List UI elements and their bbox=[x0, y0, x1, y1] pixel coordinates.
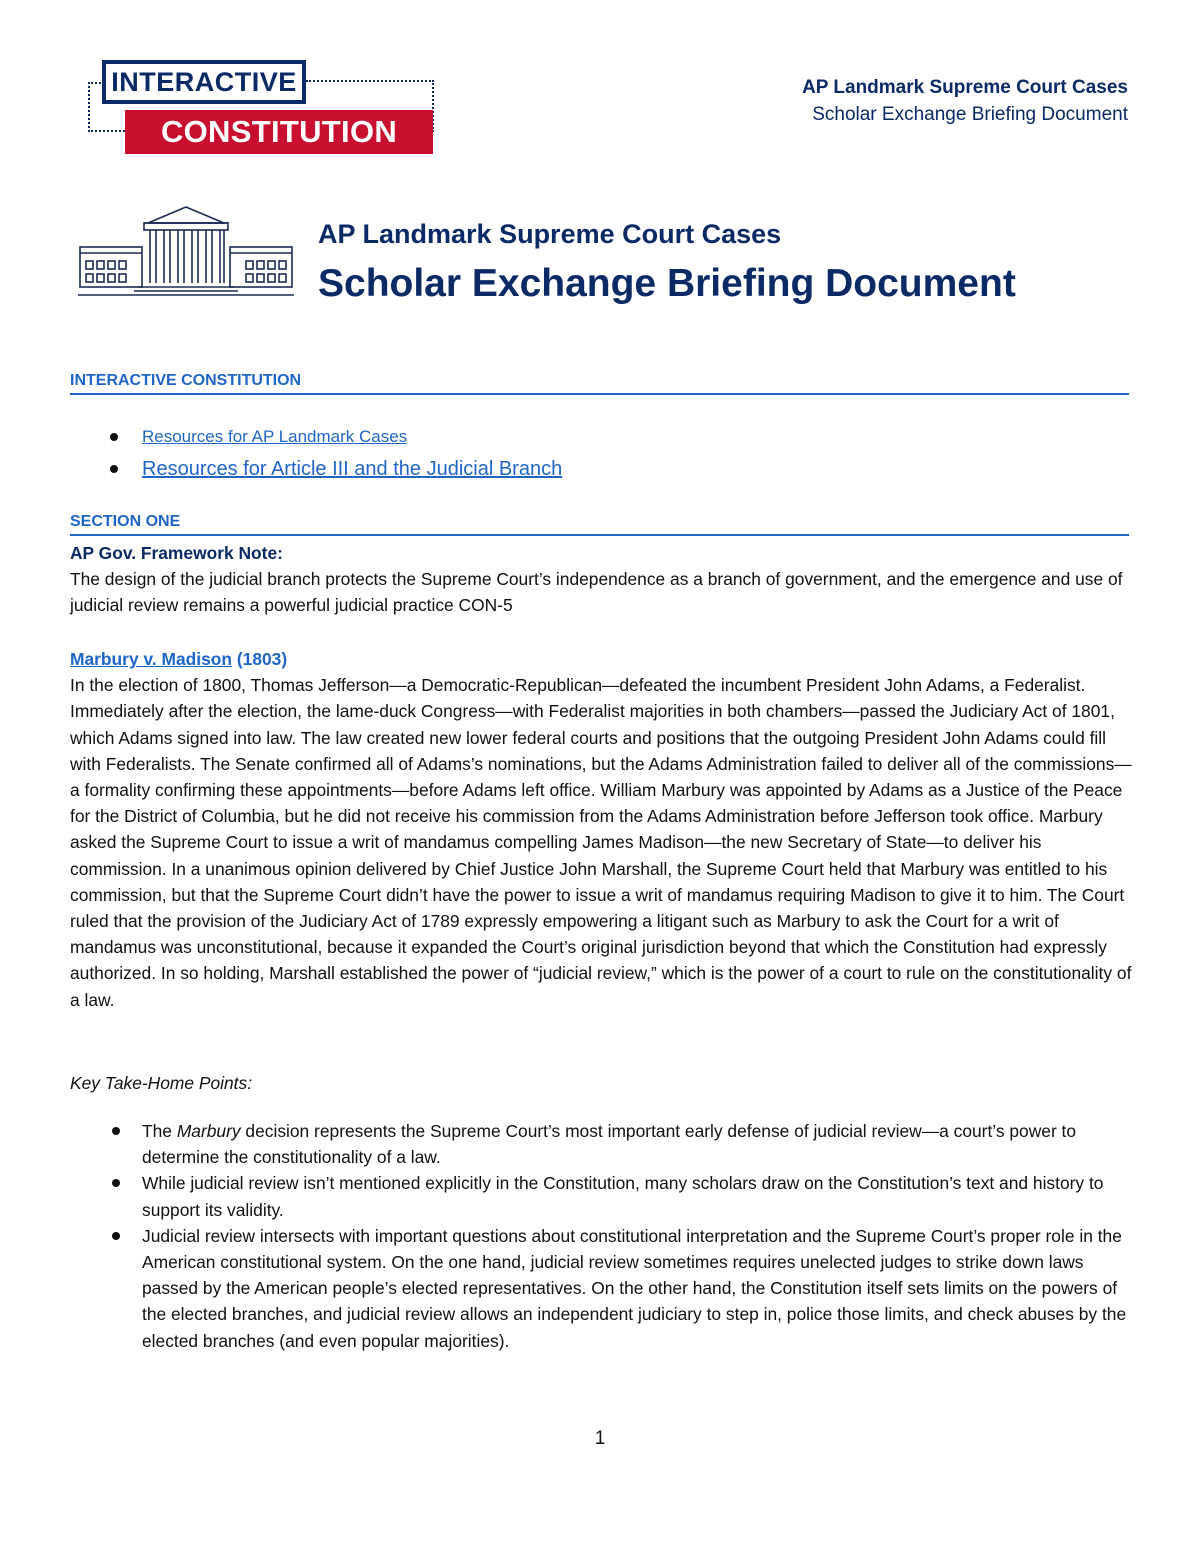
page-number: 1 bbox=[594, 1428, 606, 1449]
running-header bbox=[802, 74, 1128, 128]
document-subtitle: AP Landmark Supreme Court Cases bbox=[318, 219, 782, 249]
framework-note-title: AP Gov. Framework Note: bbox=[70, 543, 283, 563]
key-point-text: The bbox=[142, 1121, 177, 1141]
key-point: Judicial review intersects with important questions about constitutional interpretation and the Supreme Court’s proper role in the American constitutional system. On the one hand, judicial review sometimes requires unelected judges to strike down laws passed by the American people’s elected representatives. On the other hand, the Constitution itself sets limits on the powers of the elected branches, and judicial review allows an independent judiciary to step in, police those limits, and check abuses by the elected branches (and even popular majorities). bbox=[70, 1223, 1132, 1354]
framework-note-text: The design of the judicial branch protects the Supreme Court’s independence as a branch of government, and the emergence and use of judicial review remains a powerful judicial practice CON-5 bbox=[70, 569, 1123, 616]
logo-dotted-line bbox=[306, 80, 434, 82]
case-heading bbox=[70, 646, 1132, 672]
supreme-court-building-icon bbox=[78, 203, 294, 299]
framework-note bbox=[70, 540, 1132, 619]
key-point-text: decision represents the Supreme Court’s most important early defense of judicial review—a court’s power to determine the constitutionality of a law. bbox=[142, 1121, 1077, 1168]
case-link-marbury[interactable]: Marbury v. Madison bbox=[70, 649, 233, 669]
logo-dotted-line bbox=[88, 130, 125, 132]
document-title: Scholar Exchange Briefing Document bbox=[318, 262, 1016, 305]
section-one-heading: SECTION ONE bbox=[70, 513, 1129, 536]
logo-top-word: INTERACTIVE bbox=[102, 60, 306, 104]
link-ap-landmark-resources[interactable]: Resources for AP Landmark Cases bbox=[70, 424, 1130, 450]
resource-links bbox=[70, 424, 1130, 486]
interactive-constitution-heading: INTERACTIVE CONSTITUTION bbox=[70, 372, 1129, 395]
case-year: (1803) bbox=[232, 649, 288, 669]
header-line-1: AP Landmark Supreme Court Cases bbox=[802, 77, 1128, 98]
logo-bottom-word: CONSTITUTION bbox=[125, 110, 433, 154]
key-points-title: Key Take-Home Points: bbox=[70, 1073, 253, 1093]
link-article-iii-resources[interactable]: Resources for Article III and the Judicial Branch bbox=[70, 452, 1130, 486]
key-point bbox=[70, 1118, 1132, 1170]
case-summary bbox=[70, 646, 1132, 1013]
case-text: In the election of 1800, Thomas Jefferson—a Democratic-Republican—defeated the incumbent President John Adams, a Federalist. Immediately after the election, the lame-duck Congress—with Federalist majorities in both chambers—passed the Judiciary Act of 1801, which Adams signed into law. The law created new lower federal courts and positions that the outgoing President John Adams could fill with Federalists. The Senate confirmed all of Adams’s nominations, but the Adams Administration failed to deliver all of the commissions—a formality confirming these appointments—before Adams left office. William Marbury was appointed by Adams as a Justice of the Peace for the District of Columbia, but he did not receive his commission from the Adams Administration before Jefferson took office. Marbury asked the Supreme Court to issue a writ of mandamus compelling James Madison—the new Secretary of State—to deliver his commission. In a unanimous opinion delivered by Chief Justice John Marshall, the Supreme Court held that Marbury was entitled to his commission, but that the Supreme Court didn’t have the power to issue a writ of mandamus requiring Madison to give it to him. The Court ruled that the provision of the Judiciary Act of 1789 expressly empowering a litigant such as Marbury to ask the Court for a writ of mandamus was unconstitutional, because it expanded the Court’s original jurisdiction beyond that which the Constitution had expressly authorized. In so holding, Marshall established the power of “judicial review,” which is the power of a court to rule on the constitutionality of a law. bbox=[70, 675, 1132, 1010]
key-point-emphasis: Marbury bbox=[176, 1121, 241, 1141]
header-line-2: Scholar Exchange Briefing Document bbox=[812, 104, 1128, 125]
interactive-constitution-logo bbox=[88, 60, 440, 156]
key-points-list bbox=[70, 1118, 1132, 1354]
title-block bbox=[318, 216, 1016, 310]
key-point: While judicial review isn’t mentioned explicitly in the Constitution, many scholars draw on the Constitution’s text and history to support its validity. bbox=[70, 1170, 1132, 1222]
